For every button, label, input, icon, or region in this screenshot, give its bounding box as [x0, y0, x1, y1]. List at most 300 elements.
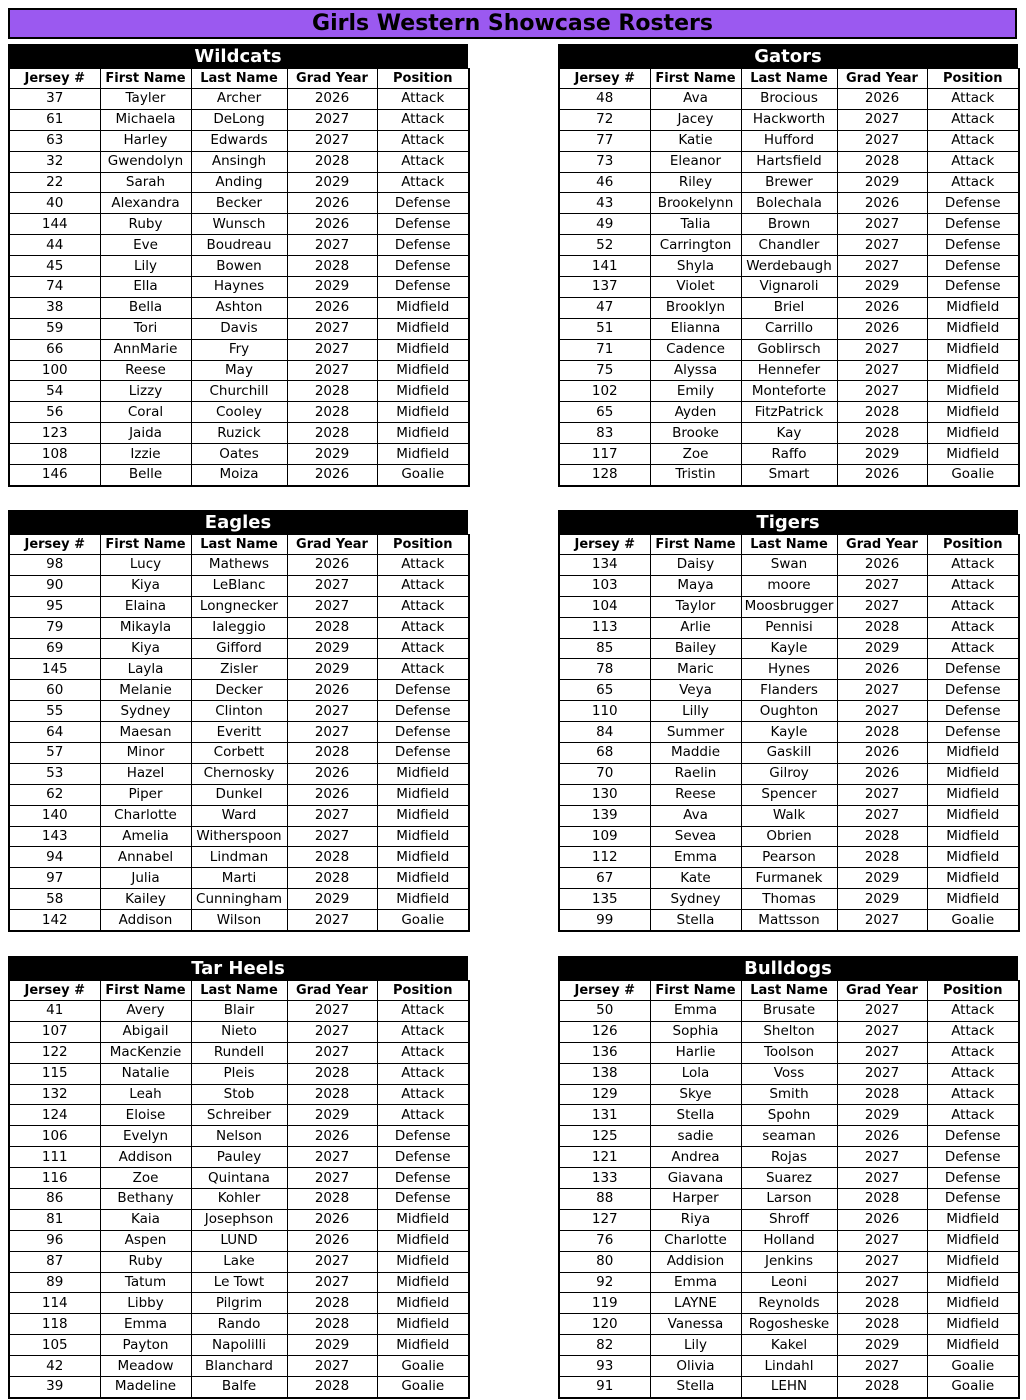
- first-name-cell: Cadence: [650, 339, 741, 360]
- last-name-cell: Becker: [191, 193, 287, 214]
- table-row: [9, 423, 469, 444]
- position-cell: Attack: [377, 109, 469, 130]
- last-name-cell: Cunningham: [191, 889, 287, 910]
- table-row: [559, 743, 1019, 764]
- first-name-cell: Reese: [100, 360, 191, 381]
- grad-year-cell: 2026: [287, 680, 377, 701]
- grad-year-cell: 2029: [837, 1335, 927, 1356]
- jersey-cell: 67: [559, 868, 650, 889]
- last-name-cell: LeBlanc: [191, 575, 287, 596]
- table-row: [9, 297, 469, 318]
- table-row: [9, 743, 469, 764]
- position-cell: Midfield: [927, 1209, 1019, 1230]
- first-name-cell: Libby: [100, 1293, 191, 1314]
- jersey-cell: 104: [559, 596, 650, 617]
- position-cell: Midfield: [927, 763, 1019, 784]
- jersey-cell: 136: [559, 1042, 650, 1063]
- last-name-cell: Nieto: [191, 1021, 287, 1042]
- table-row: [559, 277, 1019, 298]
- jersey-header: Jersey #: [9, 981, 100, 1001]
- table-row: [9, 235, 469, 256]
- last-name-cell: Brusate: [741, 1001, 837, 1022]
- last-name-cell: Lindman: [191, 847, 287, 868]
- grad-year-cell: 2027: [287, 339, 377, 360]
- header-row: [559, 981, 1019, 1001]
- grad-year-cell: 2026: [837, 555, 927, 576]
- jersey-cell: 133: [559, 1168, 650, 1189]
- first-name-cell: Emily: [650, 381, 741, 402]
- jersey-cell: 68: [559, 743, 650, 764]
- table-row: [559, 889, 1019, 910]
- table-row: [559, 659, 1019, 680]
- position-cell: Attack: [927, 1084, 1019, 1105]
- first-name-cell: Gwendolyn: [100, 151, 191, 172]
- position-cell: Attack: [927, 1105, 1019, 1126]
- jersey-cell: 134: [559, 555, 650, 576]
- position-cell: Attack: [927, 555, 1019, 576]
- first-name-cell: Stella: [650, 910, 741, 931]
- first-name-cell: Melanie: [100, 680, 191, 701]
- table-row: [559, 151, 1019, 172]
- first-name-cell: Jaida: [100, 423, 191, 444]
- jersey-cell: 37: [9, 89, 100, 110]
- position-cell: Goalie: [377, 1356, 469, 1377]
- position-cell: Midfield: [377, 1293, 469, 1314]
- grad-year-cell: 2027: [287, 1356, 377, 1377]
- first-name-cell: Meadow: [100, 1356, 191, 1377]
- position-cell: Attack: [377, 89, 469, 110]
- grad-year-cell: 2028: [287, 617, 377, 638]
- grad-year-cell: 2028: [287, 1293, 377, 1314]
- first-name-cell: Lily: [100, 256, 191, 277]
- jersey-cell: 123: [9, 423, 100, 444]
- last-name-cell: Josephson: [191, 1209, 287, 1230]
- position-cell: Midfield: [377, 318, 469, 339]
- grad-year-cell: 2027: [837, 575, 927, 596]
- grad-year-header: Grad Year: [837, 535, 927, 555]
- grad-year-cell: 2027: [837, 109, 927, 130]
- table-row: [9, 318, 469, 339]
- last-name-cell: Toolson: [741, 1042, 837, 1063]
- grad-year-cell: 2027: [837, 596, 927, 617]
- table-row: [559, 763, 1019, 784]
- table-row: [559, 318, 1019, 339]
- grad-year-cell: 2027: [837, 381, 927, 402]
- first-name-cell: Abigail: [100, 1021, 191, 1042]
- last-name-cell: Holland: [741, 1230, 837, 1251]
- first-name-cell: Sydney: [650, 889, 741, 910]
- first-name-header: First Name: [650, 981, 741, 1001]
- grad-year-cell: 2026: [287, 1209, 377, 1230]
- grad-year-cell: 2027: [837, 1356, 927, 1377]
- first-name-cell: Sydney: [100, 701, 191, 722]
- position-cell: Attack: [377, 1105, 469, 1126]
- last-name-cell: Davis: [191, 318, 287, 339]
- last-name-cell: Edwards: [191, 130, 287, 151]
- first-name-cell: Sophia: [650, 1021, 741, 1042]
- jersey-cell: 79: [9, 617, 100, 638]
- position-cell: Attack: [377, 1063, 469, 1084]
- table-row: [9, 214, 469, 235]
- last-name-cell: Hackworth: [741, 109, 837, 130]
- position-cell: Attack: [927, 1021, 1019, 1042]
- first-name-cell: Michaela: [100, 109, 191, 130]
- last-name-header: Last Name: [191, 535, 287, 555]
- table-row: [559, 1001, 1019, 1022]
- jersey-cell: 119: [559, 1293, 650, 1314]
- last-name-cell: Lake: [191, 1251, 287, 1272]
- first-name-header: First Name: [100, 69, 191, 89]
- grad-year-cell: 2026: [837, 89, 927, 110]
- table-row: [559, 402, 1019, 423]
- last-name-cell: LUND: [191, 1230, 287, 1251]
- table-row: [9, 1189, 469, 1210]
- first-name-cell: Ruby: [100, 214, 191, 235]
- position-cell: Defense: [377, 1147, 469, 1168]
- jersey-cell: 100: [9, 360, 100, 381]
- grad-year-cell: 2029: [837, 172, 927, 193]
- table-row: [9, 596, 469, 617]
- first-name-cell: Kaia: [100, 1209, 191, 1230]
- last-name-cell: Schreiber: [191, 1105, 287, 1126]
- table-row: [559, 784, 1019, 805]
- position-cell: Midfield: [927, 743, 1019, 764]
- grad-year-cell: 2027: [287, 360, 377, 381]
- table-row: [9, 193, 469, 214]
- grad-year-cell: 2026: [837, 465, 927, 486]
- table-row: [9, 1335, 469, 1356]
- last-name-cell: Kayle: [741, 722, 837, 743]
- first-name-cell: Tatum: [100, 1272, 191, 1293]
- table-row: [9, 402, 469, 423]
- table-row: [559, 235, 1019, 256]
- jersey-cell: 81: [9, 1209, 100, 1230]
- jersey-cell: 48: [559, 89, 650, 110]
- table-row: [9, 868, 469, 889]
- last-name-cell: Pilgrim: [191, 1293, 287, 1314]
- first-name-header: First Name: [650, 69, 741, 89]
- grad-year-cell: 2026: [287, 297, 377, 318]
- table-row: [559, 1189, 1019, 1210]
- grad-year-cell: 2027: [287, 826, 377, 847]
- jersey-cell: 112: [559, 847, 650, 868]
- grad-year-cell: 2028: [837, 151, 927, 172]
- table-row: [9, 1356, 469, 1377]
- grad-year-cell: 2027: [287, 1021, 377, 1042]
- position-cell: Midfield: [927, 1293, 1019, 1314]
- jersey-cell: 96: [9, 1230, 100, 1251]
- position-cell: Midfield: [927, 1230, 1019, 1251]
- first-name-cell: Ava: [650, 89, 741, 110]
- jersey-header: Jersey #: [559, 535, 650, 555]
- last-name-cell: Hufford: [741, 130, 837, 151]
- first-name-cell: Addison: [100, 910, 191, 931]
- grad-year-cell: 2029: [837, 638, 927, 659]
- first-name-cell: Kiya: [100, 575, 191, 596]
- last-name-cell: Longnecker: [191, 596, 287, 617]
- grad-year-cell: 2026: [837, 193, 927, 214]
- jersey-cell: 89: [9, 1272, 100, 1293]
- position-cell: Midfield: [377, 763, 469, 784]
- first-name-header: First Name: [100, 535, 191, 555]
- last-name-cell: Rundell: [191, 1042, 287, 1063]
- position-cell: Midfield: [377, 381, 469, 402]
- jersey-cell: 75: [559, 360, 650, 381]
- last-name-cell: moore: [741, 575, 837, 596]
- last-name-cell: Le Towt: [191, 1272, 287, 1293]
- jersey-cell: 82: [559, 1335, 650, 1356]
- position-cell: Defense: [927, 680, 1019, 701]
- jersey-cell: 55: [9, 701, 100, 722]
- position-cell: Midfield: [377, 1209, 469, 1230]
- first-name-cell: Olivia: [650, 1356, 741, 1377]
- position-cell: Midfield: [377, 1314, 469, 1335]
- grad-year-cell: 2027: [287, 1147, 377, 1168]
- table-row: [559, 722, 1019, 743]
- last-name-cell: Bowen: [191, 256, 287, 277]
- table-row: [559, 130, 1019, 151]
- jersey-cell: 65: [559, 402, 650, 423]
- first-name-cell: Violet: [650, 277, 741, 298]
- position-cell: Defense: [377, 701, 469, 722]
- first-name-cell: Belle: [100, 465, 191, 486]
- grad-year-cell: 2027: [837, 910, 927, 931]
- grad-year-cell: 2028: [287, 423, 377, 444]
- jersey-cell: 65: [559, 680, 650, 701]
- first-name-cell: Maesan: [100, 722, 191, 743]
- grad-year-cell: 2027: [287, 1272, 377, 1293]
- first-name-cell: Bailey: [650, 638, 741, 659]
- jersey-cell: 50: [559, 1001, 650, 1022]
- last-name-cell: Rogosheske: [741, 1314, 837, 1335]
- position-cell: Goalie: [927, 1356, 1019, 1377]
- jersey-cell: 120: [559, 1314, 650, 1335]
- position-cell: Midfield: [927, 1314, 1019, 1335]
- jersey-cell: 107: [9, 1021, 100, 1042]
- roster-bulldogs: [558, 956, 1018, 1399]
- table-row: [559, 1105, 1019, 1126]
- first-name-cell: Brookelynn: [650, 193, 741, 214]
- jersey-cell: 130: [559, 784, 650, 805]
- last-name-header: Last Name: [741, 535, 837, 555]
- grad-year-cell: 2029: [287, 172, 377, 193]
- position-cell: Attack: [377, 1084, 469, 1105]
- last-name-cell: Wilson: [191, 910, 287, 931]
- jersey-cell: 117: [559, 444, 650, 465]
- first-name-cell: Lola: [650, 1063, 741, 1084]
- last-name-cell: Churchill: [191, 381, 287, 402]
- jersey-cell: 85: [559, 638, 650, 659]
- first-name-cell: Maya: [650, 575, 741, 596]
- last-name-cell: Nelson: [191, 1126, 287, 1147]
- jersey-cell: 57: [9, 743, 100, 764]
- roster-table: [558, 980, 1020, 1399]
- last-name-header: Last Name: [191, 981, 287, 1001]
- jersey-cell: 106: [9, 1126, 100, 1147]
- first-name-cell: Coral: [100, 402, 191, 423]
- first-name-cell: Ruby: [100, 1251, 191, 1272]
- last-name-cell: Napolilli: [191, 1335, 287, 1356]
- last-name-cell: Pearson: [741, 847, 837, 868]
- table-row: [9, 1293, 469, 1314]
- page-title: Girls Western Showcase Rosters: [8, 8, 1017, 39]
- first-name-cell: Raelin: [650, 763, 741, 784]
- last-name-cell: Pleis: [191, 1063, 287, 1084]
- last-name-cell: Archer: [191, 89, 287, 110]
- table-row: [559, 172, 1019, 193]
- jersey-cell: 98: [9, 555, 100, 576]
- jersey-cell: 77: [559, 130, 650, 151]
- table-row: [559, 1084, 1019, 1105]
- roster-tigers: [558, 510, 1018, 932]
- table-row: [559, 381, 1019, 402]
- last-name-header: Last Name: [741, 69, 837, 89]
- jersey-cell: 86: [9, 1189, 100, 1210]
- grad-year-cell: 2027: [287, 701, 377, 722]
- jersey-cell: 128: [559, 465, 650, 486]
- last-name-cell: Brewer: [741, 172, 837, 193]
- last-name-cell: Ruzick: [191, 423, 287, 444]
- position-cell: Midfield: [927, 1335, 1019, 1356]
- grad-year-cell: 2026: [837, 659, 927, 680]
- first-name-cell: Harlie: [650, 1042, 741, 1063]
- first-name-cell: AnnMarie: [100, 339, 191, 360]
- last-name-cell: Quintana: [191, 1168, 287, 1189]
- grad-year-cell: 2026: [837, 1209, 927, 1230]
- last-name-cell: Clinton: [191, 701, 287, 722]
- last-name-cell: Goblirsch: [741, 339, 837, 360]
- first-name-cell: Hazel: [100, 763, 191, 784]
- position-cell: Midfield: [377, 1335, 469, 1356]
- first-name-cell: Madeline: [100, 1377, 191, 1398]
- first-name-cell: Lilly: [650, 701, 741, 722]
- first-name-cell: Andrea: [650, 1147, 741, 1168]
- table-row: [9, 1272, 469, 1293]
- last-name-cell: Cooley: [191, 402, 287, 423]
- position-cell: Defense: [377, 680, 469, 701]
- jersey-cell: 87: [9, 1251, 100, 1272]
- first-name-cell: Tori: [100, 318, 191, 339]
- position-cell: Defense: [377, 214, 469, 235]
- grad-year-cell: 2027: [837, 339, 927, 360]
- jersey-cell: 80: [559, 1251, 650, 1272]
- first-name-cell: Charlotte: [100, 805, 191, 826]
- grad-year-cell: 2028: [287, 1084, 377, 1105]
- table-row: [9, 638, 469, 659]
- position-cell: Attack: [927, 151, 1019, 172]
- table-row: [9, 151, 469, 172]
- grad-year-cell: 2027: [287, 596, 377, 617]
- table-row: [559, 868, 1019, 889]
- last-name-cell: Corbett: [191, 743, 287, 764]
- grad-year-cell: 2026: [837, 1126, 927, 1147]
- last-name-cell: LEHN: [741, 1377, 837, 1398]
- jersey-cell: 92: [559, 1272, 650, 1293]
- grad-year-cell: 2027: [287, 318, 377, 339]
- jersey-cell: 111: [9, 1147, 100, 1168]
- grad-year-cell: 2027: [837, 1251, 927, 1272]
- team-name: Gators: [558, 44, 1018, 68]
- position-cell: Midfield: [927, 784, 1019, 805]
- position-cell: Attack: [927, 617, 1019, 638]
- team-name: Eagles: [8, 510, 468, 534]
- position-cell: Attack: [927, 575, 1019, 596]
- first-name-cell: Sarah: [100, 172, 191, 193]
- grad-year-cell: 2027: [287, 805, 377, 826]
- last-name-cell: Voss: [741, 1063, 837, 1084]
- jersey-cell: 61: [9, 109, 100, 130]
- table-row: [559, 256, 1019, 277]
- last-name-cell: Blair: [191, 1001, 287, 1022]
- grad-year-cell: 2028: [837, 722, 927, 743]
- roster-table: [8, 980, 470, 1399]
- grad-year-cell: 2029: [287, 1335, 377, 1356]
- table-row: [9, 784, 469, 805]
- position-cell: Midfield: [377, 402, 469, 423]
- position-cell: Midfield: [927, 847, 1019, 868]
- jersey-cell: 135: [559, 889, 650, 910]
- jersey-cell: 47: [559, 297, 650, 318]
- position-cell: Defense: [377, 277, 469, 298]
- position-cell: Attack: [377, 1042, 469, 1063]
- jersey-cell: 116: [9, 1168, 100, 1189]
- jersey-cell: 114: [9, 1293, 100, 1314]
- grad-year-cell: 2028: [287, 256, 377, 277]
- jersey-cell: 53: [9, 763, 100, 784]
- first-name-cell: Katie: [650, 130, 741, 151]
- jersey-cell: 54: [9, 381, 100, 402]
- table-row: [9, 826, 469, 847]
- last-name-cell: Wunsch: [191, 214, 287, 235]
- table-row: [9, 1314, 469, 1335]
- last-name-cell: Obrien: [741, 826, 837, 847]
- table-row: [9, 89, 469, 110]
- position-cell: Defense: [377, 256, 469, 277]
- jersey-cell: 99: [559, 910, 650, 931]
- table-row: [9, 1209, 469, 1230]
- last-name-cell: Walk: [741, 805, 837, 826]
- jersey-cell: 91: [559, 1377, 650, 1398]
- grad-year-cell: 2026: [287, 89, 377, 110]
- first-name-cell: Layla: [100, 659, 191, 680]
- jersey-cell: 39: [9, 1377, 100, 1398]
- table-row: [559, 555, 1019, 576]
- grad-year-cell: 2027: [837, 805, 927, 826]
- table-row: [9, 1105, 469, 1126]
- grad-year-cell: 2027: [837, 784, 927, 805]
- position-cell: Goalie: [377, 1377, 469, 1398]
- table-row: [9, 680, 469, 701]
- first-name-cell: Kailey: [100, 889, 191, 910]
- last-name-cell: Kay: [741, 423, 837, 444]
- first-name-cell: Stella: [650, 1377, 741, 1398]
- grad-year-cell: 2026: [287, 214, 377, 235]
- first-name-cell: Alyssa: [650, 360, 741, 381]
- table-row: [9, 889, 469, 910]
- position-cell: Defense: [927, 722, 1019, 743]
- jersey-cell: 44: [9, 235, 100, 256]
- first-name-cell: Eleanor: [650, 151, 741, 172]
- grad-year-cell: 2028: [837, 1189, 927, 1210]
- grad-year-cell: 2028: [837, 617, 927, 638]
- grad-year-cell: 2029: [837, 889, 927, 910]
- grad-year-cell: 2028: [287, 1063, 377, 1084]
- jersey-cell: 132: [9, 1084, 100, 1105]
- position-cell: Defense: [377, 1189, 469, 1210]
- last-name-cell: Anding: [191, 172, 287, 193]
- table-row: [559, 910, 1019, 931]
- position-cell: Defense: [927, 1189, 1019, 1210]
